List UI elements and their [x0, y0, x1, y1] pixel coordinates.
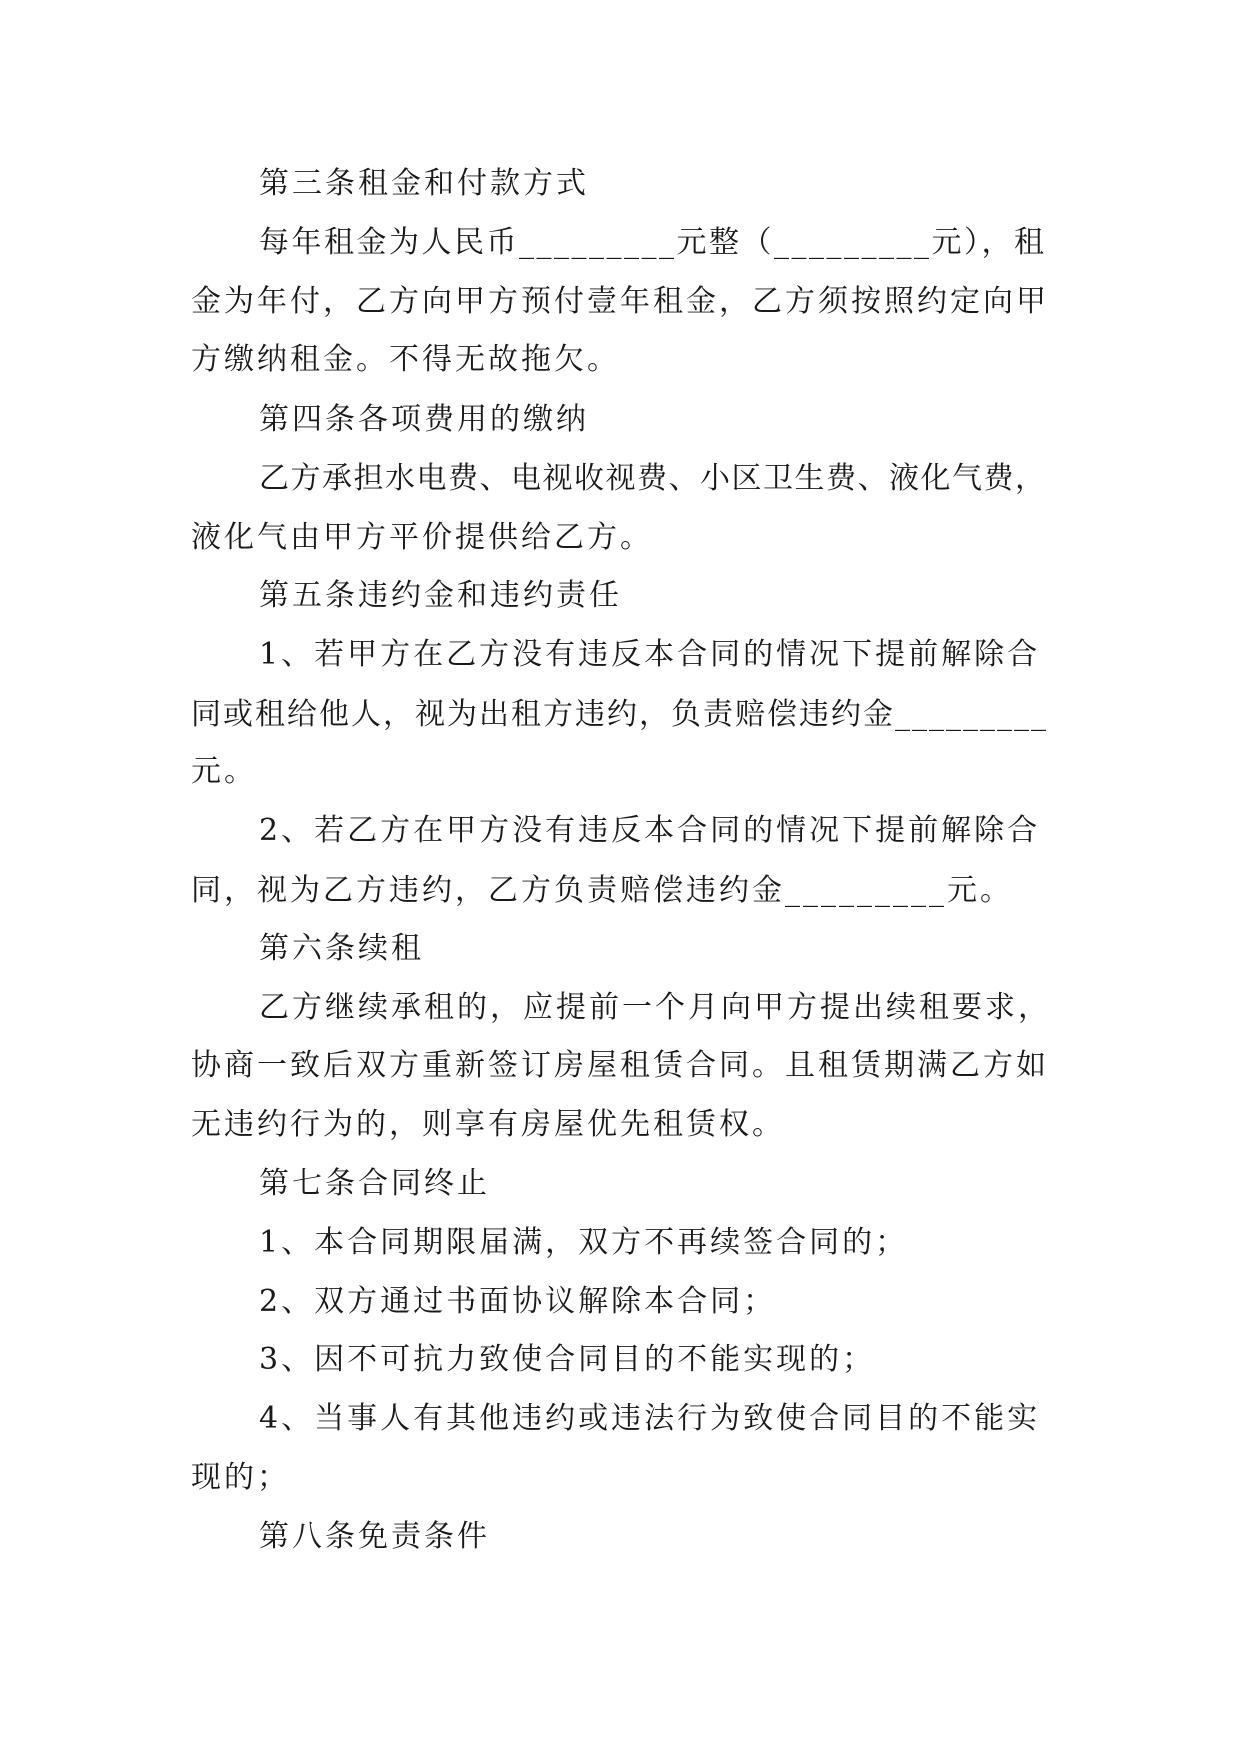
paragraph-line: 无违约行为的，则享有房屋优先租赁权。 [191, 1107, 785, 1142]
article-6-heading: 第六条续租 [259, 931, 424, 966]
article-7-heading: 第七条合同终止 [259, 1166, 490, 1201]
paragraph-line: 乙方继续承租的，应提前一个月向甲方提出续租要求， [259, 990, 1051, 1025]
list-item-line: 2、双方通过书面协议解除本合同； [259, 1284, 777, 1319]
list-item-line: 现的； [191, 1460, 290, 1495]
list-item-line: 2、若乙方在甲方没有违反本合同的情况下提前解除合 [259, 813, 1041, 848]
list-item-line: 1、本合同期限届满，双方不再续签合同的； [259, 1225, 909, 1260]
article-5-heading: 第五条违约金和违约责任 [259, 578, 622, 613]
paragraph-line: 液化气由甲方平价提供给乙方。 [191, 520, 653, 555]
list-item-line: 4、当事人有其他违约或违法行为致使合同目的不能实 [259, 1401, 1041, 1436]
list-item-line: 元。 [191, 754, 257, 789]
paragraph-line: 每年租金为人民币_________元整（_________元），租 [259, 225, 1047, 260]
paragraph-line: 协商一致后双方重新签订房屋租赁合同。且租赁期满乙方如 [191, 1048, 1049, 1083]
article-4-heading: 第四条各项费用的缴纳 [259, 402, 589, 437]
article-3-heading: 第三条租金和付款方式 [259, 166, 589, 201]
list-item-line: 同或租给他人，视为出租方违约，负责赔偿违约金_________ [191, 697, 1048, 732]
article-8-heading: 第八条免责条件 [259, 1519, 490, 1554]
list-item-line: 3、因不可抗力致使合同目的不能实现的； [259, 1342, 876, 1377]
list-item-line: 1、若甲方在乙方没有违反本合同的情况下提前解除合 [259, 637, 1041, 672]
paragraph-line: 方缴纳租金。不得无故拖欠。 [191, 342, 620, 377]
list-item-line: 同，视为乙方违约，乙方负责赔偿违约金_________元。 [191, 873, 1013, 908]
paragraph-line: 乙方承担水电费、电视收视费、小区卫生费、液化气费， [259, 461, 1047, 496]
paragraph-line: 金为年付，乙方向甲方预付壹年租金，乙方须按照约定向甲 [191, 284, 1049, 319]
